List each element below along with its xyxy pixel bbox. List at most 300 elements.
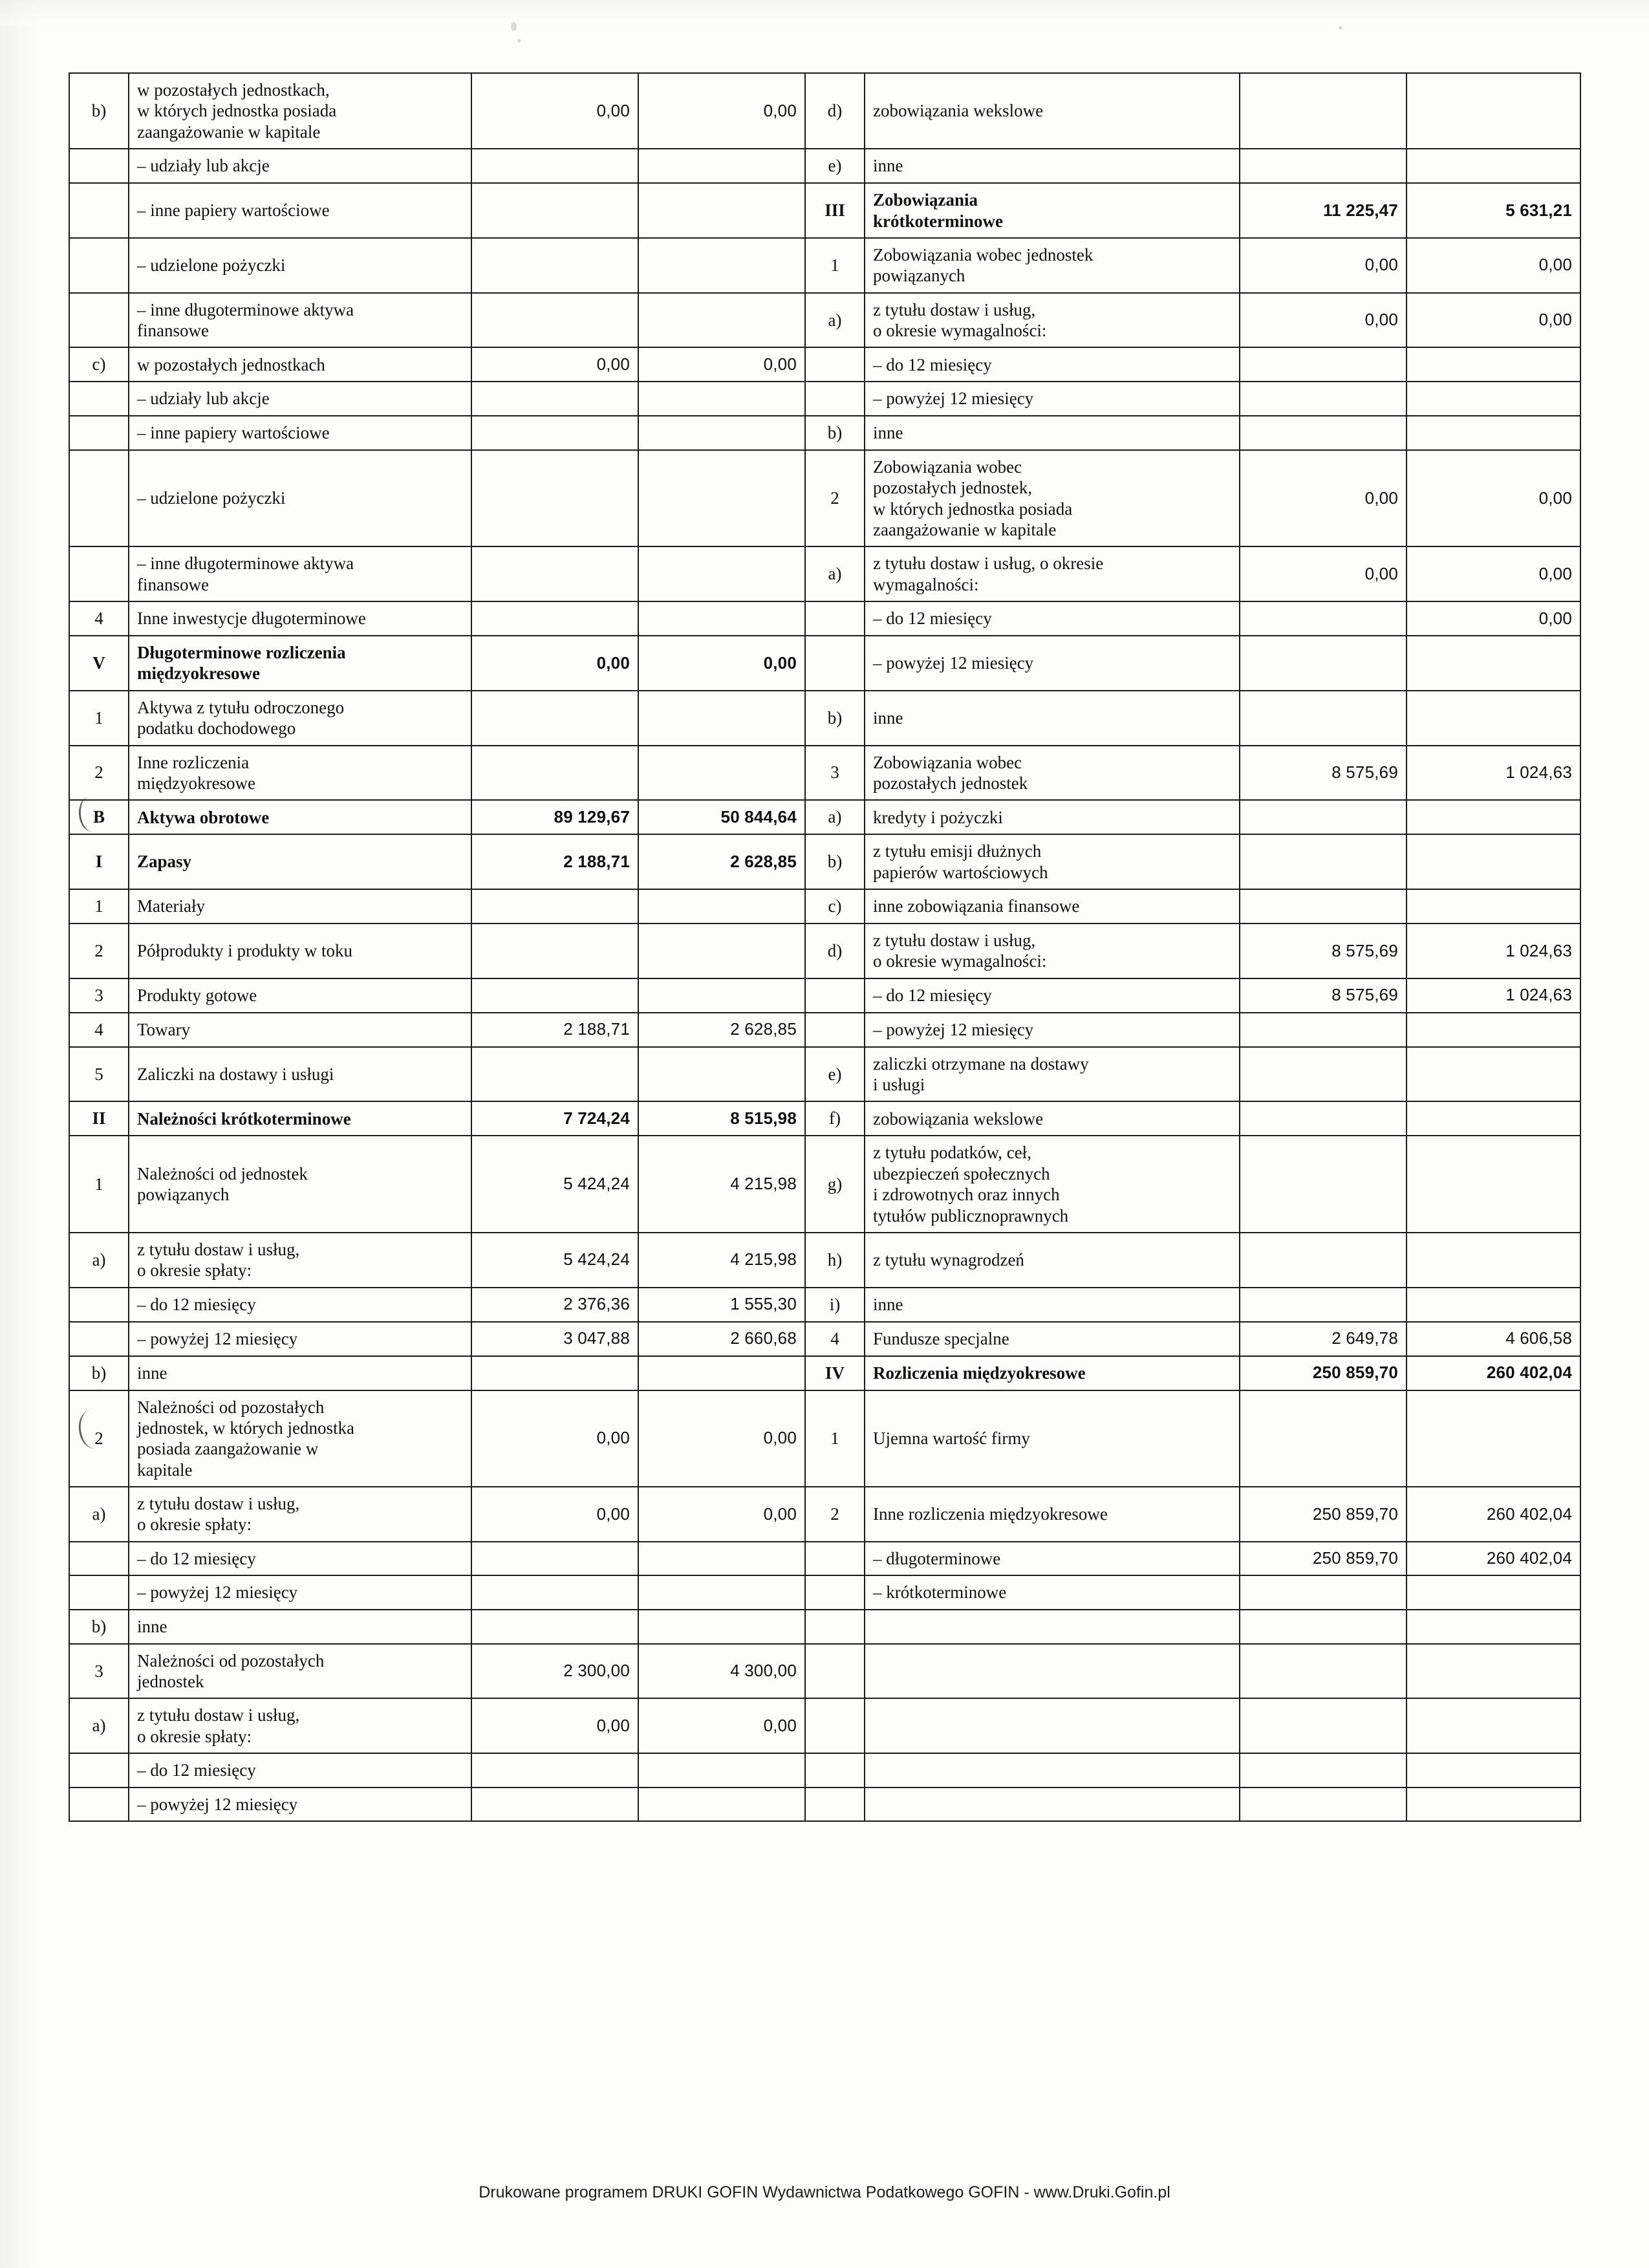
- right-value-previous: [1406, 382, 1580, 415]
- right-value-current: 0,00: [1240, 293, 1406, 348]
- left-value-current: [471, 293, 638, 348]
- left-value-current: 5 424,24: [471, 1233, 638, 1288]
- right-row-label: inne zobowiązania finansowe: [865, 889, 1240, 923]
- right-value-current: [1240, 1787, 1406, 1821]
- left-value-current: [471, 546, 638, 601]
- right-value-current: [1240, 1644, 1406, 1699]
- right-row-label: z tytułu dostaw i usług, o okresie wymagalności:: [865, 546, 1240, 601]
- left-value-current: [471, 238, 638, 293]
- right-value-current: 250 859,70: [1240, 1487, 1406, 1542]
- table-row: [69, 691, 1580, 746]
- right-value-previous: [1406, 1101, 1580, 1136]
- left-row-label: Inne inwestycje długoterminowe: [129, 601, 471, 636]
- table-row: [69, 834, 1580, 889]
- right-row-label: z tytułu emisji dłużnych papierów wartościowych: [865, 834, 1240, 889]
- left-row-symbol: [69, 1288, 129, 1322]
- right-row-symbol: c): [805, 889, 865, 923]
- left-value-current: [471, 1787, 638, 1821]
- right-value-current: 8 575,69: [1240, 978, 1406, 1013]
- left-row-symbol: 3: [69, 978, 129, 1013]
- left-value-current: [471, 450, 638, 547]
- right-value-previous: 0,00: [1406, 601, 1580, 636]
- right-row-label: [865, 1787, 1240, 1821]
- left-value-current: 3 047,88: [471, 1322, 638, 1356]
- right-value-current: [1240, 636, 1406, 691]
- right-row-label: – do 12 miesięcy: [865, 978, 1240, 1013]
- balance-sheet-body: [69, 73, 1580, 1821]
- left-row-label: z tytułu dostaw i usług, o okresie spłaty:: [129, 1698, 471, 1753]
- right-row-symbol: IV: [805, 1356, 865, 1390]
- right-value-current: [1240, 1101, 1406, 1136]
- left-value-current: [471, 978, 638, 1013]
- right-value-previous: 1 024,63: [1406, 978, 1580, 1013]
- right-value-current: [1240, 889, 1406, 923]
- left-value-current: [471, 416, 638, 450]
- left-value-previous: [638, 1356, 805, 1390]
- right-value-previous: [1406, 149, 1580, 183]
- right-value-current: [1240, 800, 1406, 834]
- left-row-symbol: 4: [69, 601, 129, 636]
- right-row-label: Zobowiązania wobec pozostałych jednostek: [865, 746, 1240, 801]
- right-value-previous: [1406, 1575, 1580, 1609]
- left-row-label: Aktywa obrotowe: [129, 800, 471, 834]
- left-row-label: Zaliczki na dostawy i usługi: [129, 1047, 471, 1102]
- right-value-previous: [1406, 889, 1580, 923]
- left-value-current: 2 188,71: [471, 1013, 638, 1047]
- left-row-symbol: [69, 450, 129, 547]
- right-value-previous: [1406, 1753, 1580, 1787]
- right-value-current: [1240, 1136, 1406, 1233]
- left-row-label: Należności krótkoterminowe: [129, 1101, 471, 1136]
- left-row-symbol: 1: [69, 889, 129, 923]
- left-value-current: [471, 691, 638, 746]
- left-value-current: [471, 1542, 638, 1575]
- table-row: [69, 800, 1580, 834]
- right-row-label: – powyżej 12 miesięcy: [865, 382, 1240, 415]
- right-value-previous: 260 402,04: [1406, 1542, 1580, 1575]
- left-row-label: Długoterminowe rozliczenia międzyokresowe: [129, 636, 471, 691]
- right-value-current: 2 649,78: [1240, 1322, 1406, 1356]
- right-value-current: 8 575,69: [1240, 746, 1406, 801]
- right-value-previous: 1 024,63: [1406, 923, 1580, 978]
- right-value-previous: [1406, 1288, 1580, 1322]
- right-value-current: [1240, 73, 1406, 149]
- left-row-symbol: 2: [69, 746, 129, 801]
- table-row: [69, 1390, 1580, 1487]
- table-row: [69, 1356, 1580, 1390]
- left-value-previous: [638, 416, 805, 450]
- right-row-symbol: a): [805, 546, 865, 601]
- right-row-symbol: [805, 1644, 865, 1699]
- left-value-current: 2 300,00: [471, 1644, 638, 1699]
- table-row: [69, 546, 1580, 601]
- table-row: [69, 1233, 1580, 1288]
- right-row-symbol: 4: [805, 1322, 865, 1356]
- left-value-current: [471, 183, 638, 238]
- table-row: [69, 746, 1580, 801]
- table-row: [69, 1487, 1580, 1542]
- left-value-previous: [638, 238, 805, 293]
- left-value-current: 0,00: [471, 73, 638, 149]
- right-value-previous: 0,00: [1406, 546, 1580, 601]
- right-row-symbol: a): [805, 800, 865, 834]
- right-value-previous: 260 402,04: [1406, 1487, 1580, 1542]
- right-row-label: kredyty i pożyczki: [865, 800, 1240, 834]
- right-value-previous: [1406, 1047, 1580, 1102]
- left-value-previous: [638, 1047, 805, 1102]
- left-row-symbol: 3: [69, 1644, 129, 1699]
- right-row-symbol: g): [805, 1136, 865, 1233]
- print-footer: Drukowane programem DRUKI GOFIN Wydawnictwa Podatkowego GOFIN - www.Druki.Gofin.pl: [479, 2183, 1170, 2201]
- left-row-label: – do 12 miesięcy: [129, 1288, 471, 1322]
- right-value-previous: [1406, 416, 1580, 450]
- left-row-label: – inne długoterminowe aktywa finansowe: [129, 293, 471, 348]
- right-row-symbol: 3: [805, 746, 865, 801]
- left-row-label: – do 12 miesięcy: [129, 1753, 471, 1787]
- table-row: [69, 636, 1580, 691]
- left-row-symbol: [69, 382, 129, 415]
- right-row-label: zaliczki otrzymane na dostawy i usługi: [865, 1047, 1240, 1102]
- left-row-label: Należności od jednostek powiązanych: [129, 1136, 471, 1233]
- right-value-current: [1240, 1698, 1406, 1753]
- right-row-label: – długoterminowe: [865, 1542, 1240, 1575]
- left-value-previous: [638, 1610, 805, 1644]
- right-row-symbol: [805, 601, 865, 636]
- left-row-label: w pozostałych jednostkach: [129, 347, 471, 382]
- left-value-previous: 0,00: [638, 347, 805, 382]
- left-value-current: 2 188,71: [471, 834, 638, 889]
- right-value-previous: [1406, 800, 1580, 834]
- left-row-symbol: [69, 238, 129, 293]
- left-value-previous: [638, 1542, 805, 1575]
- left-row-label: Produkty gotowe: [129, 978, 471, 1013]
- right-value-previous: [1406, 1013, 1580, 1047]
- left-value-previous: 50 844,64: [638, 800, 805, 834]
- table-row: [69, 293, 1580, 348]
- right-row-label: [865, 1698, 1240, 1753]
- left-row-label: – powyżej 12 miesięcy: [129, 1575, 471, 1609]
- left-value-previous: [638, 293, 805, 348]
- right-row-symbol: b): [805, 416, 865, 450]
- left-row-label: – powyżej 12 miesięcy: [129, 1787, 471, 1821]
- table-row: [69, 1698, 1580, 1753]
- left-row-label: Aktywa z tytułu odroczonego podatku dochodowego: [129, 691, 471, 746]
- table-row: [69, 1644, 1580, 1699]
- right-value-current: [1240, 1233, 1406, 1288]
- right-row-symbol: b): [805, 691, 865, 746]
- right-row-label: z tytułu podatków, ceł, ubezpieczeń społecznych i zdrowotnych oraz innych tytułów publicznoprawnych: [865, 1136, 1240, 1233]
- right-value-current: [1240, 347, 1406, 382]
- right-row-label: z tytułu dostaw i usług, o okresie wymagalności:: [865, 923, 1240, 978]
- left-row-symbol: 1: [69, 691, 129, 746]
- left-value-current: 0,00: [471, 347, 638, 382]
- scan-speck: [511, 22, 517, 31]
- right-value-current: [1240, 1288, 1406, 1322]
- right-row-label: – do 12 miesięcy: [865, 601, 1240, 636]
- right-row-label: [865, 1644, 1240, 1699]
- right-row-symbol: h): [805, 1233, 865, 1288]
- left-value-current: 0,00: [471, 636, 638, 691]
- right-row-symbol: d): [805, 923, 865, 978]
- table-row: [69, 73, 1580, 149]
- left-value-current: [471, 1753, 638, 1787]
- right-value-current: [1240, 601, 1406, 636]
- right-value-previous: [1406, 347, 1580, 382]
- left-row-label: – udzielone pożyczki: [129, 238, 471, 293]
- left-row-symbol: [69, 416, 129, 450]
- right-value-previous: 0,00: [1406, 450, 1580, 547]
- table-row: [69, 183, 1580, 238]
- table-row: [69, 889, 1580, 923]
- right-row-label: zobowiązania wekslowe: [865, 1101, 1240, 1136]
- right-row-symbol: 1: [805, 238, 865, 293]
- table-row: [69, 238, 1580, 293]
- table-row: [69, 382, 1580, 415]
- left-row-symbol: [69, 149, 129, 183]
- table-row: [69, 1136, 1580, 1233]
- left-row-symbol: c): [69, 347, 129, 382]
- right-row-label: – powyżej 12 miesięcy: [865, 636, 1240, 691]
- right-value-current: [1240, 1390, 1406, 1487]
- table-row: [69, 601, 1580, 636]
- right-value-previous: [1406, 1136, 1580, 1233]
- left-value-current: 0,00: [471, 1390, 638, 1487]
- scan-speck: [1339, 26, 1342, 30]
- left-value-previous: 4 300,00: [638, 1644, 805, 1699]
- left-row-label: Towary: [129, 1013, 471, 1047]
- left-row-label: – inne długoterminowe aktywa finansowe: [129, 546, 471, 601]
- left-row-label: Materiały: [129, 889, 471, 923]
- left-row-symbol: [69, 1575, 129, 1609]
- left-row-label: inne: [129, 1610, 471, 1644]
- left-value-previous: 1 555,30: [638, 1288, 805, 1322]
- left-row-label: inne: [129, 1356, 471, 1390]
- left-value-previous: 0,00: [638, 636, 805, 691]
- right-value-current: [1240, 416, 1406, 450]
- left-value-previous: 2 660,68: [638, 1322, 805, 1356]
- left-row-symbol: a): [69, 1698, 129, 1753]
- right-row-symbol: [805, 1787, 865, 1821]
- left-row-symbol: I: [69, 834, 129, 889]
- right-value-previous: 0,00: [1406, 238, 1580, 293]
- left-row-symbol: [69, 1787, 129, 1821]
- left-row-symbol: 1: [69, 1136, 129, 1233]
- left-row-label: – inne papiery wartościowe: [129, 183, 471, 238]
- right-value-current: 11 225,47: [1240, 183, 1406, 238]
- right-value-current: [1240, 691, 1406, 746]
- left-row-label: – udziały lub akcje: [129, 149, 471, 183]
- right-row-label: z tytułu wynagrodzeń: [865, 1233, 1240, 1288]
- left-row-symbol: [69, 1542, 129, 1575]
- table-row: [69, 1753, 1580, 1787]
- left-value-current: [471, 746, 638, 801]
- right-value-current: 250 859,70: [1240, 1356, 1406, 1390]
- left-row-symbol: [69, 293, 129, 348]
- left-row-label: – do 12 miesięcy: [129, 1542, 471, 1575]
- right-row-label: – do 12 miesięcy: [865, 347, 1240, 382]
- left-value-current: 0,00: [471, 1698, 638, 1753]
- balance-sheet-table: [69, 72, 1581, 1822]
- left-row-symbol: 4: [69, 1013, 129, 1047]
- left-value-previous: 8 515,98: [638, 1101, 805, 1136]
- table-row: [69, 1047, 1580, 1102]
- right-value-previous: 260 402,04: [1406, 1356, 1580, 1390]
- right-value-previous: 0,00: [1406, 293, 1580, 348]
- right-row-label: [865, 1753, 1240, 1787]
- right-row-label: Zobowiązania wobec jednostek powiązanych: [865, 238, 1240, 293]
- right-row-symbol: [805, 382, 865, 415]
- left-value-previous: 0,00: [638, 1698, 805, 1753]
- right-value-previous: 1 024,63: [1406, 746, 1580, 801]
- left-value-previous: [638, 450, 805, 547]
- table-row: [69, 416, 1580, 450]
- left-row-symbol: II: [69, 1101, 129, 1136]
- right-row-label: inne: [865, 416, 1240, 450]
- left-value-current: [471, 382, 638, 415]
- right-value-current: 0,00: [1240, 546, 1406, 601]
- right-row-label: inne: [865, 149, 1240, 183]
- left-row-symbol: 2: [69, 1390, 129, 1487]
- right-value-current: [1240, 834, 1406, 889]
- right-row-symbol: III: [805, 183, 865, 238]
- right-row-label: inne: [865, 1288, 1240, 1322]
- right-row-symbol: 2: [805, 1487, 865, 1542]
- left-row-symbol: V: [69, 636, 129, 691]
- right-value-previous: [1406, 1233, 1580, 1288]
- right-row-label: Fundusze specjalne: [865, 1322, 1240, 1356]
- scan-edge-top: [0, 0, 1649, 26]
- left-value-current: [471, 1575, 638, 1609]
- left-row-symbol: 2: [69, 923, 129, 978]
- table-row: [69, 1322, 1580, 1356]
- left-value-current: [471, 601, 638, 636]
- left-value-previous: [638, 601, 805, 636]
- right-row-label: Zobowiązania krótkoterminowe: [865, 183, 1240, 238]
- table-row: [69, 347, 1580, 382]
- table-row: [69, 450, 1580, 547]
- left-value-previous: 2 628,85: [638, 834, 805, 889]
- right-value-previous: [1406, 691, 1580, 746]
- table-row: [69, 1575, 1580, 1609]
- left-row-symbol: [69, 546, 129, 601]
- right-row-label: [865, 1610, 1240, 1644]
- left-value-current: 7 724,24: [471, 1101, 638, 1136]
- right-value-current: 250 859,70: [1240, 1542, 1406, 1575]
- right-row-symbol: e): [805, 1047, 865, 1102]
- table-row: [69, 1787, 1580, 1821]
- left-row-label: z tytułu dostaw i usług, o okresie spłaty:: [129, 1487, 471, 1542]
- right-value-current: [1240, 1753, 1406, 1787]
- left-value-previous: [638, 1753, 805, 1787]
- left-row-label: Należności od pozostałych jednostek: [129, 1644, 471, 1699]
- left-value-current: [471, 1047, 638, 1102]
- left-value-current: [471, 923, 638, 978]
- left-row-label: Inne rozliczenia międzyokresowe: [129, 746, 471, 801]
- table-row: [69, 1610, 1580, 1644]
- right-row-symbol: f): [805, 1101, 865, 1136]
- right-row-symbol: [805, 1753, 865, 1787]
- table-row: [69, 923, 1580, 978]
- left-value-current: 89 129,67: [471, 800, 638, 834]
- right-value-previous: [1406, 636, 1580, 691]
- left-value-previous: 0,00: [638, 1390, 805, 1487]
- right-row-label: Zobowiązania wobec pozostałych jednostek, w których jednostka posiada zaangażowanie w kapitale: [865, 450, 1240, 547]
- balance-sheet-table-wrapper: [69, 72, 1580, 1822]
- left-row-label: – powyżej 12 miesięcy: [129, 1322, 471, 1356]
- right-row-symbol: [805, 347, 865, 382]
- left-value-previous: 0,00: [638, 73, 805, 149]
- right-row-symbol: [805, 1575, 865, 1609]
- left-row-label: Półprodukty i produkty w toku: [129, 923, 471, 978]
- left-row-label: Należności od pozostałych jednostek, w których jednostka posiada zaangażowanie w kapitale: [129, 1390, 471, 1487]
- right-value-previous: 4 606,58: [1406, 1322, 1580, 1356]
- right-row-label: z tytułu dostaw i usług, o okresie wymagalności:: [865, 293, 1240, 348]
- right-value-current: 0,00: [1240, 450, 1406, 547]
- left-value-current: 5 424,24: [471, 1136, 638, 1233]
- right-value-current: [1240, 1610, 1406, 1644]
- right-row-symbol: b): [805, 834, 865, 889]
- right-row-symbol: e): [805, 149, 865, 183]
- left-value-previous: 2 628,85: [638, 1013, 805, 1047]
- right-value-previous: [1406, 834, 1580, 889]
- left-value-current: [471, 149, 638, 183]
- right-row-label: Rozliczenia międzyokresowe: [865, 1356, 1240, 1390]
- right-row-symbol: d): [805, 73, 865, 149]
- right-value-previous: [1406, 1610, 1580, 1644]
- left-value-previous: [638, 691, 805, 746]
- left-value-previous: [638, 382, 805, 415]
- right-value-previous: [1406, 73, 1580, 149]
- left-value-previous: 0,00: [638, 1487, 805, 1542]
- right-row-symbol: [805, 1610, 865, 1644]
- table-row: [69, 978, 1580, 1013]
- right-row-label: Ujemna wartość firmy: [865, 1390, 1240, 1487]
- left-value-previous: 4 215,98: [638, 1136, 805, 1233]
- left-row-label: Zapasy: [129, 834, 471, 889]
- right-value-previous: [1406, 1644, 1580, 1699]
- right-row-symbol: [805, 1013, 865, 1047]
- right-row-symbol: [805, 1542, 865, 1575]
- left-value-previous: [638, 183, 805, 238]
- left-row-label: z tytułu dostaw i usług, o okresie spłaty:: [129, 1233, 471, 1288]
- left-row-symbol: a): [69, 1233, 129, 1288]
- left-value-previous: [638, 1575, 805, 1609]
- table-row: [69, 149, 1580, 183]
- left-row-symbol: [69, 1753, 129, 1787]
- left-value-current: [471, 889, 638, 923]
- left-value-current: 2 376,36: [471, 1288, 638, 1322]
- left-value-current: 0,00: [471, 1487, 638, 1542]
- right-value-current: [1240, 1047, 1406, 1102]
- left-row-label: – inne papiery wartościowe: [129, 416, 471, 450]
- scan-speck: [517, 39, 521, 43]
- left-row-label: – udzielone pożyczki: [129, 450, 471, 547]
- left-row-label: w pozostałych jednostkach, w których jednostka posiada zaangażowanie w kapitale: [129, 73, 471, 149]
- right-row-label: zobowiązania wekslowe: [865, 73, 1240, 149]
- table-row: [69, 1288, 1580, 1322]
- left-value-previous: [638, 546, 805, 601]
- left-value-previous: [638, 746, 805, 801]
- left-value-current: [471, 1356, 638, 1390]
- right-row-symbol: 1: [805, 1390, 865, 1487]
- right-value-previous: [1406, 1787, 1580, 1821]
- right-row-label: inne: [865, 691, 1240, 746]
- right-value-previous: 5 631,21: [1406, 183, 1580, 238]
- scan-edge-left: [0, 0, 38, 2268]
- left-row-symbol: [69, 183, 129, 238]
- right-row-symbol: 2: [805, 450, 865, 547]
- right-value-current: 0,00: [1240, 238, 1406, 293]
